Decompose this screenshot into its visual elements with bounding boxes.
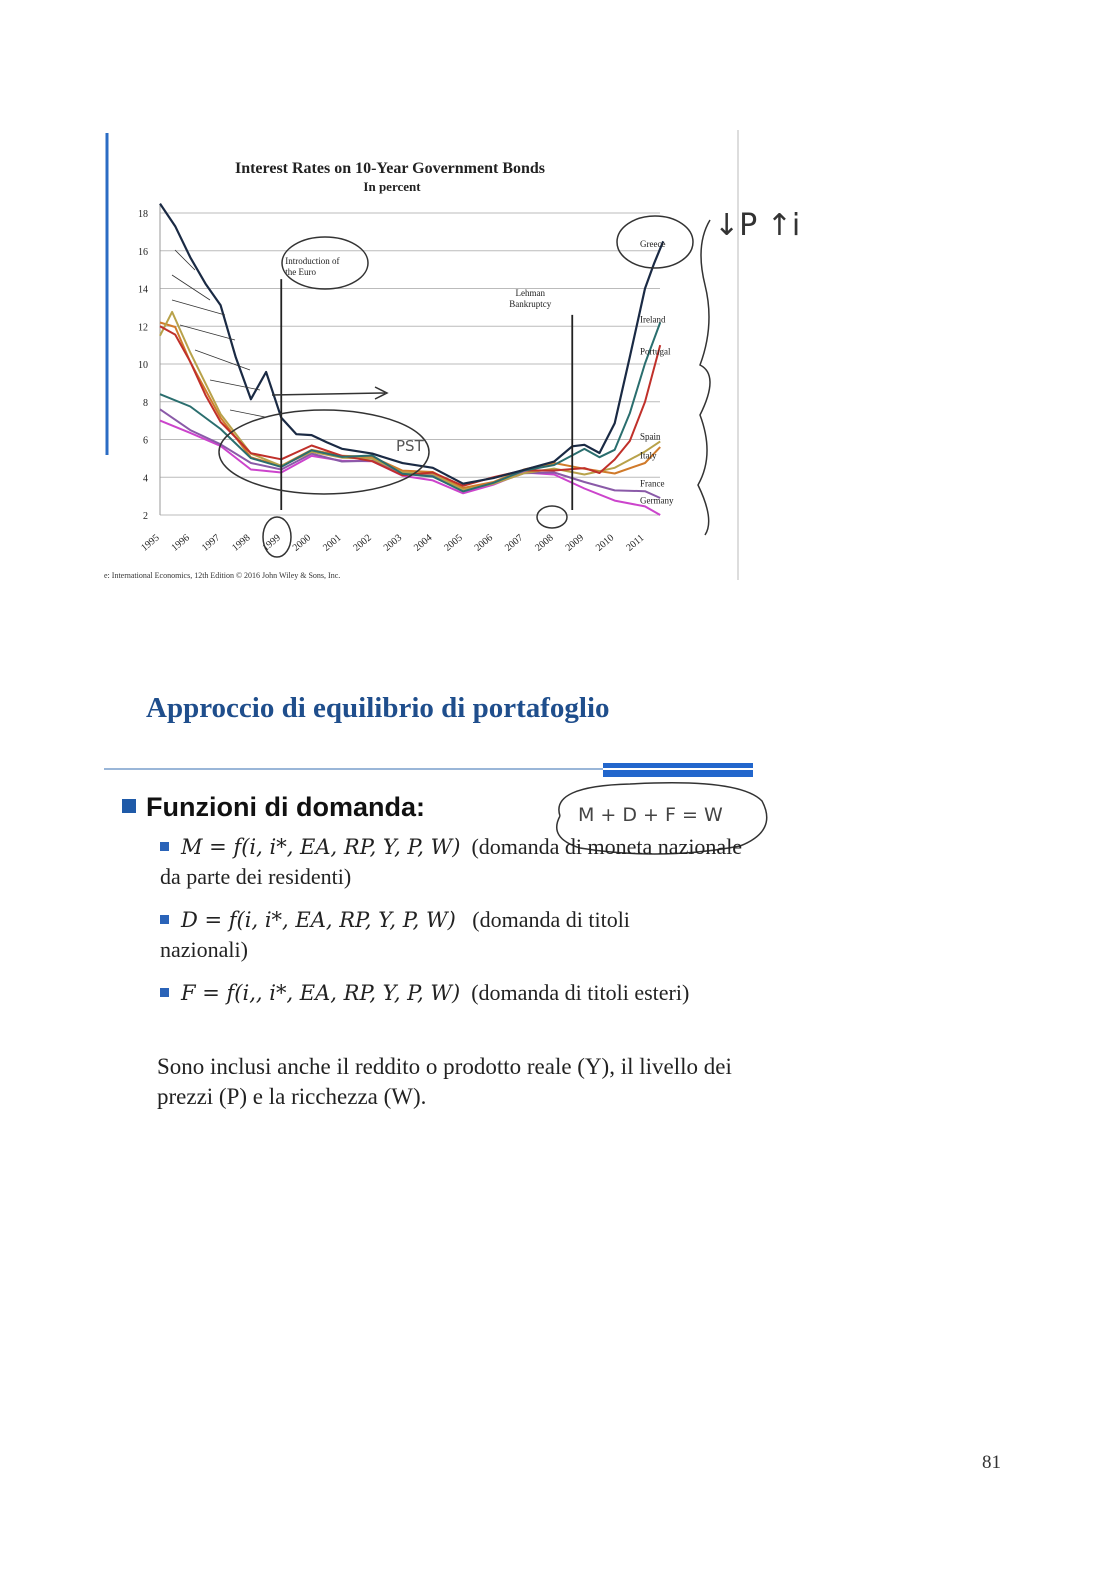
description-domestic-bonds: (domanda di titoli nazionali): [160, 907, 630, 962]
x-tick-label: 2004: [412, 532, 435, 554]
title-accent-line: [603, 768, 753, 770]
demand-item-foreign-bonds: [160, 978, 720, 1008]
x-tick-label: 1996: [169, 532, 192, 554]
series-label-germany: Germany: [640, 495, 674, 506]
x-tick-label: 1998: [230, 532, 253, 554]
bullet-square-icon: [160, 842, 169, 851]
series-label-greece: Greece: [640, 238, 666, 249]
series-label-italy: Italy: [640, 450, 657, 461]
bond-rates-chart: [100, 125, 745, 590]
series-labels: [640, 239, 674, 506]
y-tick-label: 14: [138, 284, 148, 296]
annotation-label: Lehman: [515, 288, 545, 299]
demand-item-money: [160, 832, 760, 892]
identity-text: M + D + F = W: [578, 804, 723, 826]
hatch-marks: [172, 250, 265, 417]
formula-foreign-bonds: F = f(i,, i*, EA, RP, Y, P, W): [181, 981, 461, 1005]
y-axis-ticks: [138, 209, 148, 522]
x-tick-label: 2005: [442, 532, 465, 554]
series-line-ireland: [160, 323, 660, 492]
series-label-ireland: Ireland: [640, 314, 666, 325]
series-label-spain: Spain: [640, 431, 661, 442]
y-tick-label: 10: [138, 360, 148, 371]
x-tick-label: 2002: [351, 532, 374, 554]
x-tick-label: 2007: [502, 532, 526, 554]
slide-title: Approccio di equilibrio di portafoglio: [146, 692, 610, 724]
series-label-portugal: Portugal: [640, 346, 671, 357]
y-tick-label: 4: [143, 473, 148, 485]
chart-subtitle: In percent: [363, 179, 421, 194]
x-tick-label: 2008: [533, 532, 556, 554]
x-tick-label: 2003: [381, 532, 405, 554]
x-tick-label: 1999: [260, 532, 283, 554]
y-tick-label: 16: [138, 246, 148, 258]
bullet-square-icon: [160, 915, 169, 924]
demand-heading: [122, 792, 425, 823]
series-label-france: France: [640, 478, 665, 489]
y-tick-label: 18: [138, 209, 148, 220]
price-rate-note: ↓P ↑i: [714, 208, 801, 243]
title-accent-bar: [603, 763, 753, 777]
chart-slide: [100, 125, 745, 590]
annotation-label: the Euro: [285, 266, 316, 277]
heading-text: Funzioni di domanda:: [146, 792, 425, 822]
y-tick-label: 2: [143, 511, 148, 522]
annotation-label: Bankruptcy: [509, 299, 552, 310]
demand-item-domestic-bonds: [160, 905, 720, 965]
x-tick-label: 2006: [472, 532, 496, 554]
x-tick-label: 2000: [290, 532, 314, 554]
x-tick-label: 1995: [139, 532, 162, 554]
x-tick-label: 2011: [624, 532, 647, 554]
series-line-portugal: [160, 326, 660, 486]
formula-money: M = f(i, i*, EA, RP, Y, P, W): [181, 835, 461, 859]
figure-source: e: International Economics, 12th Edition © 2016 John Wiley & Sons, Inc.: [104, 571, 341, 580]
description-foreign-bonds: (domanda di titoli esteri): [471, 980, 690, 1005]
x-tick-label: 2010: [593, 532, 617, 554]
formula-domestic-bonds: D = f(i, i*, EA, RP, Y, P, W): [181, 908, 456, 932]
pst-label: PST: [396, 437, 424, 455]
annotation-label: Introduction of: [285, 255, 340, 266]
description-money: (domanda di moneta nazionale da parte dei residenti): [160, 834, 743, 889]
paragraph-note: Sono inclusi anche il reddito o prodotto reale (Y), il livello dei prezzi (P) e la ricchezza (W).: [157, 1054, 732, 1109]
y-tick-label: 12: [138, 322, 148, 334]
handwritten-marks: [169, 216, 710, 557]
x-tick-label: 2009: [563, 532, 586, 554]
x-tick-label: 1997: [199, 532, 223, 554]
page-number: 81: [982, 1452, 1001, 1473]
y-tick-label: 8: [143, 397, 148, 409]
arrow-line: [272, 393, 385, 395]
year-2009-circle: [537, 506, 567, 528]
chart-title: Interest Rates on 10-Year Government Bonds: [234, 160, 546, 177]
x-axis-ticks: [139, 532, 646, 553]
bullet-square-icon: [122, 799, 136, 813]
bullet-square-icon: [160, 988, 169, 997]
y-tick-label: 6: [143, 435, 148, 447]
bracket-mark: [698, 220, 710, 535]
x-tick-label: 2001: [321, 532, 344, 554]
